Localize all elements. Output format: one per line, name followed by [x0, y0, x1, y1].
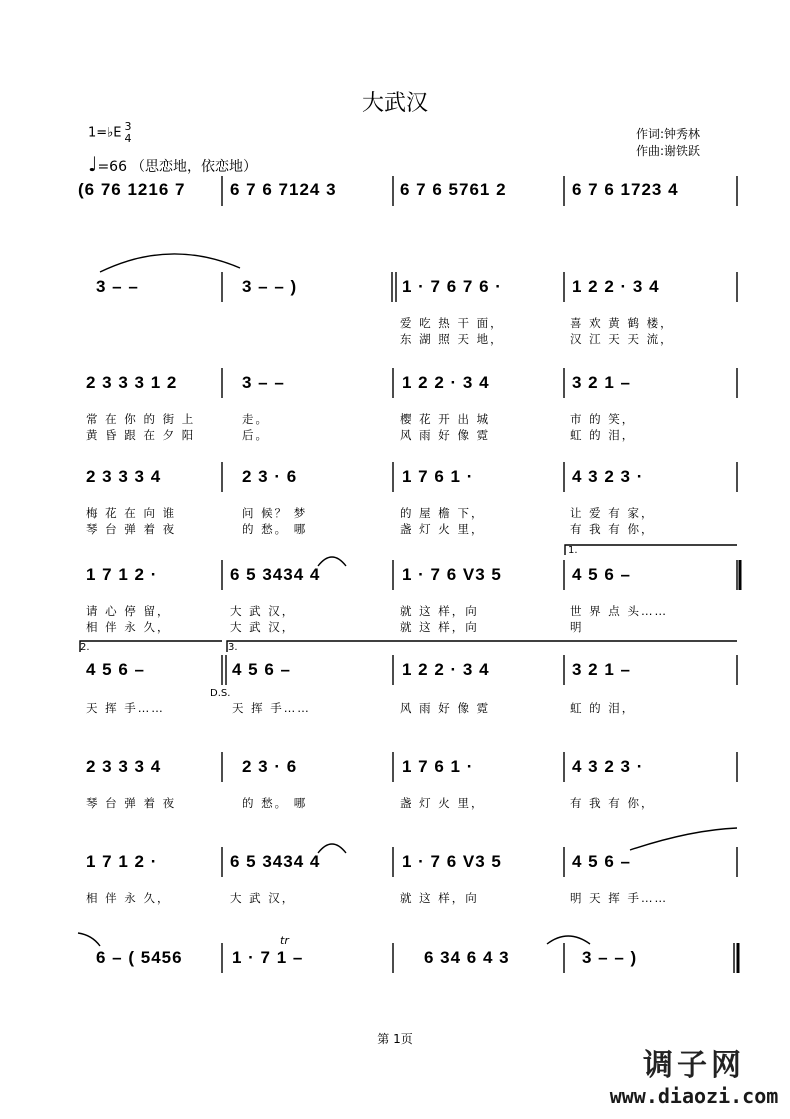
trill-mark: tr — [280, 934, 289, 947]
lyric-line-1: 盏 灯 火 里， — [400, 796, 485, 810]
lyric-line-2: 盏 灯 火 里， — [400, 522, 485, 536]
measure-notes: 1 · 7 6 V3 5 — [402, 565, 502, 584]
watermark-name: 调子网 — [643, 1048, 745, 1083]
lyric-line-2: 明 — [570, 620, 584, 634]
measure-notes: 6 5 3434 4 — [230, 852, 321, 871]
lyric-line-1: 风 雨 好 像 霓 — [400, 701, 491, 715]
measure-notes: 4 5 6 – — [86, 660, 145, 679]
lyric-line-1: 大 武 汉， — [230, 604, 296, 618]
lyric-line-1: 走。 — [242, 412, 269, 426]
site-watermark — [604, 1040, 784, 1108]
measure-notes: 1 · 7 6 7 6 · — [402, 277, 502, 296]
lyric-line-1: 世 界 点 头…… — [570, 604, 668, 618]
dal-segno-mark: D.S. — [210, 688, 231, 699]
page-number: 第 1页 — [377, 1032, 413, 1046]
measure-notes: 2 3 3 3 4 — [86, 467, 162, 486]
composer: 作曲:谢铁跃 — [636, 144, 701, 158]
lyric-line-1: 就 这 样，向 — [400, 891, 479, 905]
lyric-line-2: 的 愁。 哪 — [242, 522, 308, 536]
measure-notes: 4 3 2 3 · — [572, 467, 644, 486]
lyric-line-2: 汉 江 天 天 流， — [570, 332, 674, 346]
measure-notes: 1 · 7 1 – — [232, 948, 304, 967]
lyric-line-1: 请 心 停 留， — [86, 604, 171, 618]
lyric-line-1: 琴 台 弹 着 夜 — [86, 796, 177, 810]
lyric-line-1: 喜 欢 黄 鹤 楼， — [570, 316, 674, 330]
measure-notes: 6 – ( 5456 — [96, 948, 183, 967]
lyric-line-1: 就 这 样，向 — [400, 604, 479, 618]
lyric-line-1: 市 的 笑， — [570, 412, 636, 426]
lyric-line-1: 相 伴 永 久， — [86, 891, 171, 905]
lyric-line-1: 爱 吃 热 干 面， — [400, 316, 504, 330]
volta-3-label: 3. — [228, 642, 238, 653]
lyric-line-2: 相 伴 永 久， — [86, 620, 171, 634]
lyric-line-1: 樱 花 开 出 城 — [400, 412, 491, 426]
measure-notes: 3 – – ) — [582, 948, 638, 967]
lyric-line-1: 大 武 汉， — [230, 891, 296, 905]
measure-notes: 2 3 · 6 — [242, 757, 298, 776]
lyric-line-2: 琴 台 弹 着 夜 — [86, 522, 177, 536]
lyric-line-2: 东 湖 照 天 地， — [400, 332, 504, 346]
measure-notes: 6 7 6 5761 2 — [400, 180, 507, 199]
key-label: 1= — [88, 125, 108, 141]
measure-notes: 1 7 1 2 · — [86, 852, 158, 871]
measure-notes: 4 5 6 – — [572, 565, 631, 584]
measure-notes: 1 7 1 2 · — [86, 565, 158, 584]
lyric-line-1: 有 我 有 你， — [570, 796, 655, 810]
lyric-line-2: 虹 的 泪， — [570, 428, 636, 442]
lyric-line-1: 明 天 挥 手…… — [570, 891, 668, 905]
tempo-value: =66 — [97, 159, 127, 175]
measure-notes: 1 2 2 · 3 4 — [402, 373, 490, 392]
lyric-line-1: 天 挥 手…… — [232, 701, 311, 715]
key-accidental: ♭E — [107, 125, 122, 141]
measure-notes: (6 76 1216 7 — [78, 180, 186, 199]
measure-notes: 6 5 3434 4 — [230, 565, 321, 584]
lyric-line-2: 有 我 有 你， — [570, 522, 655, 536]
measure-notes: 2 3 3 3 1 2 — [86, 373, 178, 392]
measure-notes: 3 2 1 – — [572, 660, 631, 679]
lyric-line-1: 问 候？ 梦 — [242, 506, 308, 520]
measure-notes: 6 34 6 4 3 — [424, 948, 510, 967]
volta-2-label: 2. — [80, 642, 90, 653]
measure-notes: 3 – – — [242, 373, 285, 392]
measure-notes: 6 7 6 1723 4 — [572, 180, 679, 199]
measure-notes: 1 2 2 · 3 4 — [402, 660, 490, 679]
measure-notes: 2 3 3 3 4 — [86, 757, 162, 776]
lyric-line-1: 天 挥 手…… — [86, 701, 165, 715]
song-title: 大武汉 — [361, 91, 428, 116]
lyricist: 作词:钟秀林 — [636, 127, 701, 141]
watermark-url: www.diaozi.com — [609, 1084, 779, 1108]
volta-1-label: 1. — [568, 545, 578, 556]
measure-notes: 1 7 6 1 · — [402, 757, 474, 776]
lyric-line-2: 后。 — [242, 428, 269, 442]
lyric-line-1: 梅 花 在 向 谁 — [86, 506, 177, 520]
measure-notes: 3 2 1 – — [572, 373, 631, 392]
measure-notes: 1 7 6 1 · — [402, 467, 474, 486]
expression-text: （思恋地，依恋地） — [130, 159, 257, 175]
lyric-line-1: 的 屋 檐 下， — [400, 506, 485, 520]
measure-notes: 2 3 · 6 — [242, 467, 298, 486]
lyric-line-2: 风 雨 好 像 霓 — [400, 428, 491, 442]
time-top: 3 — [124, 120, 132, 133]
measure-notes: 4 5 6 – — [572, 852, 631, 871]
measure-notes: 4 5 6 – — [232, 660, 291, 679]
lyric-line-2: 黄 昏 跟 在 夕 阳 — [86, 428, 196, 442]
measure-notes: 1 · 7 6 V3 5 — [402, 852, 502, 871]
lyric-line-1: 让 爱 有 家， — [570, 506, 655, 520]
measure-notes: 3 – – ) — [242, 277, 298, 296]
lyric-line-1: 的 愁。 哪 — [242, 796, 308, 810]
measure-notes: 3 – – — [96, 277, 139, 296]
lyric-line-1: 虹 的 泪， — [570, 701, 636, 715]
lyric-line-2: 就 这 样，向 — [400, 620, 479, 634]
lyric-line-1: 常 在 你 的 街 上 — [86, 412, 196, 426]
measure-notes: 4 3 2 3 · — [572, 757, 644, 776]
lyric-line-2: 大 武 汉， — [230, 620, 296, 634]
measure-notes: 1 2 2 · 3 4 — [572, 277, 660, 296]
time-bottom: 4 — [124, 132, 132, 145]
measure-notes: 6 7 6 7124 3 — [230, 180, 337, 199]
quarter-note-icon: ♩ — [88, 152, 98, 176]
